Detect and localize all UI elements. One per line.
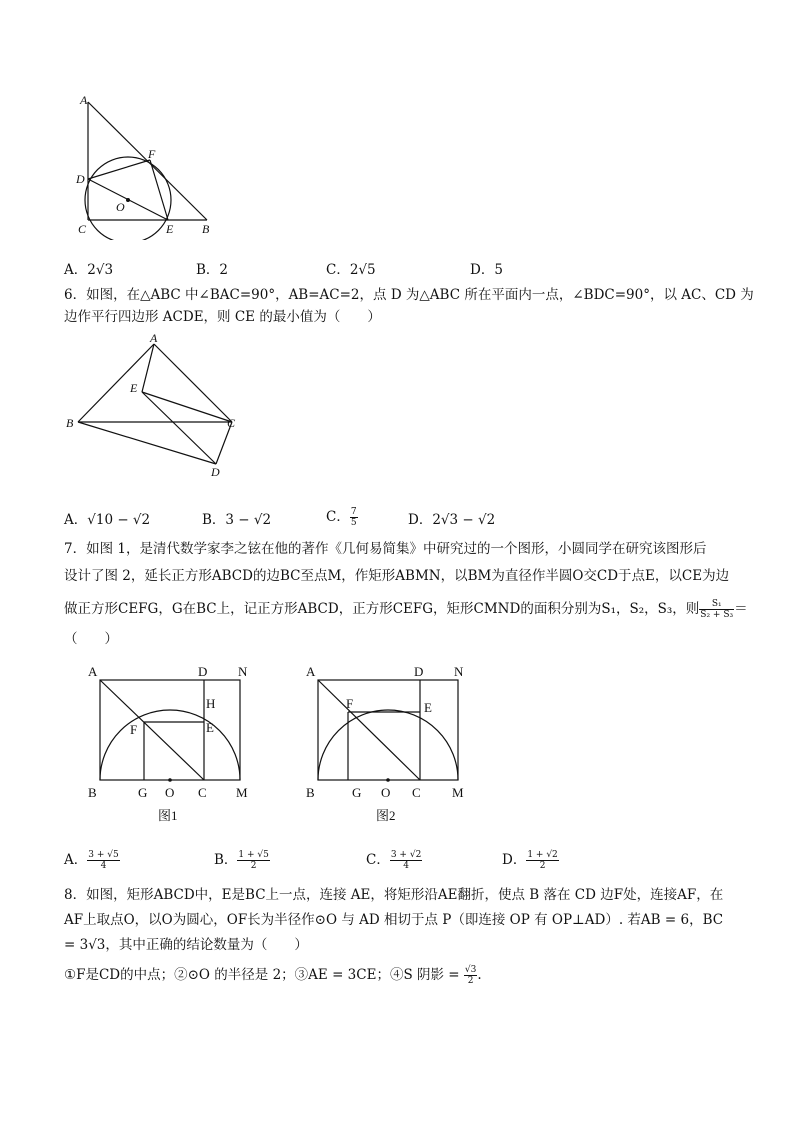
q7-stem-line3-end: ＝ [734, 601, 748, 617]
q7-option-d-num: 1 + √2 [527, 850, 558, 860]
q7-figure-2 [300, 660, 480, 830]
label-O: O [165, 785, 175, 800]
label-G: G [352, 785, 362, 800]
q8-fraction-num: √3 [464, 965, 477, 975]
label-M: M [452, 785, 464, 800]
figure-caption: 图1 [158, 808, 178, 823]
label-B: B [88, 785, 97, 800]
label-C: C [78, 222, 87, 236]
q7-option-a-fraction [87, 850, 119, 871]
q6-figure [60, 330, 260, 480]
label-O: O [116, 200, 125, 214]
label-H: H [206, 696, 216, 711]
q7-option-b-num: 1 + √5 [238, 850, 269, 860]
q8-fraction-den: 2 [467, 976, 474, 986]
q5-option-c[interactable]: C．2√5 [326, 262, 376, 278]
q7-option-c-den: 4 [403, 861, 409, 871]
q5-figure [70, 90, 220, 240]
q7-stem-line1: 7．如图 1，是清代数学家李之铉在他的著作《几何易简集》中研究过的一个图形，小圆同学在研究该图形后 [64, 541, 707, 557]
q7-option-b[interactable] [214, 848, 270, 871]
q6-stem-line1: 6．如图，在△ABC 中∠BAC=90°，AB=AC=2，点 D 为△ABC 所在平面内一点，∠BDC=90°，以 AC、CD 为 [64, 287, 754, 303]
q7-ratio [699, 599, 734, 620]
q7-option-b-label: B． [214, 852, 238, 868]
q6-option-c-den: 5 [350, 518, 357, 528]
label-A: A [306, 664, 316, 679]
label-N: N [238, 664, 248, 679]
figure-caption: 图2 [376, 808, 396, 823]
q5-option-b[interactable]: B．2 [196, 262, 229, 278]
label-D: D [198, 664, 208, 679]
q7-figure-1 [82, 660, 262, 830]
q7-option-d-den: 2 [539, 861, 546, 871]
label-D: D [76, 172, 85, 186]
label-E: E [130, 381, 138, 395]
label-E: E [166, 222, 174, 236]
q7-stem-line3-text: 做正方形CEFG，G在BC上，记正方形ABCD，正方形CEFG，矩形CMND的面积分别为S₁，S₂，S₃，则 [64, 601, 700, 617]
label-C: C [227, 416, 236, 430]
label-M: M [236, 785, 248, 800]
q7-option-c-num: 3 + √2 [390, 850, 422, 860]
q6-option-c-num: 7 [350, 507, 357, 517]
q8-stem-line3: = 3√3，其中正确的结论数量为（ ） [64, 937, 308, 953]
q8-stem-line1: 8．如图，矩形ABCD中，E是BC上一点，连接 AE，将矩形沿AE翻折，使点 B 落在 CD 边F处，连接AF，在 [64, 887, 724, 903]
label-A: A [88, 664, 98, 679]
q6-option-c-fraction [350, 507, 358, 528]
q6-option-b[interactable]: B．3 − √2 [202, 512, 272, 528]
q8-stem-line4-end: . [477, 967, 482, 983]
q8-fraction [464, 965, 477, 986]
label-E: E [424, 700, 432, 715]
label-F: F [346, 696, 354, 711]
label-O: O [381, 785, 391, 800]
q6-option-c[interactable] [326, 505, 358, 528]
q7-option-a-label: A． [64, 852, 88, 868]
q7-option-a[interactable] [64, 848, 120, 871]
label-G: G [138, 785, 148, 800]
q7-option-a-num: 3 + √5 [88, 850, 119, 860]
q7-ratio-den: S₂ + S₃ [700, 610, 734, 620]
q7-option-d-label: D． [502, 852, 527, 868]
q7-option-b-fraction [237, 850, 269, 871]
q7-stem-line4: （ ） [64, 631, 118, 647]
q6-stem-line2: 边作平行四边形 ACDE，则 CE 的最小值为（ ） [64, 309, 381, 325]
label-E: E [206, 720, 214, 735]
q7-option-a-den: 4 [100, 861, 107, 871]
q8-stem-line4-text: ①F是CD的中点；②⊙O 的半径是 2；③AE = 3CE；④S 阴影 = [64, 967, 464, 983]
q7-option-d-fraction [526, 850, 558, 871]
q7-option-b-den: 2 [250, 861, 257, 871]
label-D: D [211, 465, 220, 479]
q7-stem-line2: 设计了图 2，延长正方形ABCD的边BC至点M，作矩形ABMN，以BM为直径作半圆O交CD于点E，以CE为边 [64, 568, 730, 584]
label-A: A [150, 331, 158, 345]
q8-stem-line2: AF上取点O，以O为圆心，OF长为半径作⊙O 与 AD 相切于点 P（即连接 OP 有 OP⊥AD）. 若AB = 6，BC [64, 912, 724, 928]
label-B: B [202, 222, 210, 236]
q7-option-c[interactable] [366, 848, 422, 871]
q7-ratio-num: S₁ [699, 599, 734, 610]
q7-stem-line3 [64, 598, 748, 620]
q7-option-c-fraction [390, 850, 422, 871]
label-A: A [80, 93, 88, 107]
q6-option-c-label: C． [326, 509, 350, 525]
label-C: C [412, 785, 421, 800]
q7-option-c-label: C． [366, 852, 390, 868]
label-F: F [148, 147, 156, 161]
label-C: C [198, 785, 207, 800]
label-B: B [66, 416, 74, 430]
q7-option-d[interactable] [502, 848, 559, 871]
label-B: B [306, 785, 315, 800]
q6-option-a[interactable]: A．√10 − √2 [64, 512, 151, 528]
q8-stem-line4 [64, 964, 482, 986]
label-D: D [414, 664, 424, 679]
q6-option-d[interactable]: D．2√3 − √2 [408, 512, 496, 528]
q5-option-d[interactable]: D．5 [470, 262, 503, 278]
label-N: N [454, 664, 464, 679]
label-F: F [130, 722, 138, 737]
q5-option-a[interactable]: A．2√3 [64, 262, 114, 278]
